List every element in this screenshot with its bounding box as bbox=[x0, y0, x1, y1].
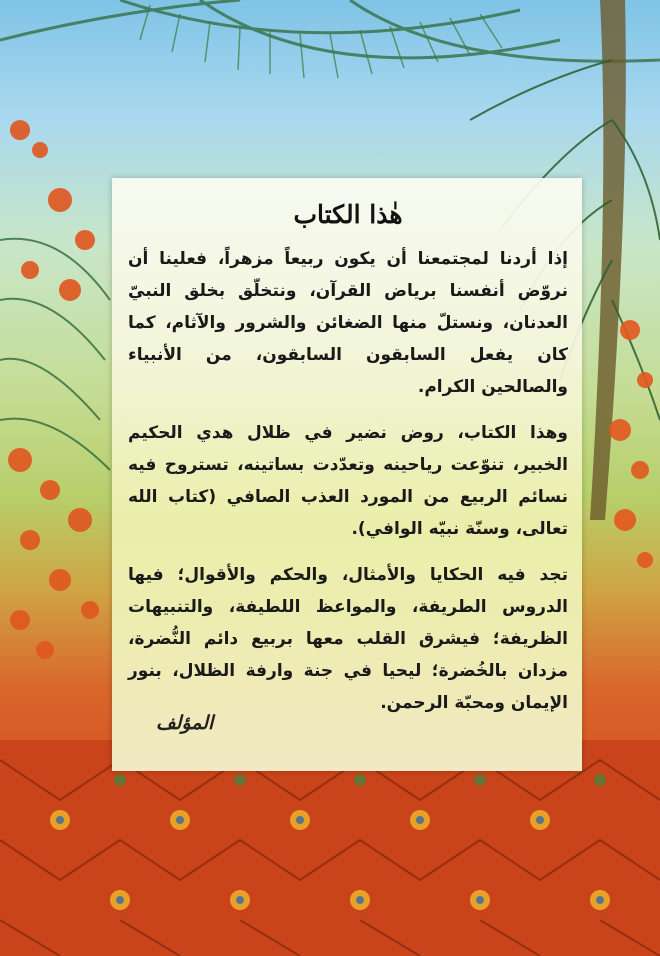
author-signature: المؤلف bbox=[156, 712, 214, 734]
paragraph-2: وهذا الكتاب، روض نضير في ظلال هدي الحكيم الخبير، تنوّعت رياحينه وتعدّدت بساتينه، تستروح فيه نسائم الربيع من المورد العذب الصافي (كتاب الله تعالى، وسنّة نبيّه الوافي). bbox=[128, 423, 568, 539]
orange-flowers-left bbox=[8, 120, 99, 659]
geometric-ornament-band bbox=[0, 740, 660, 956]
page-title: هٰذا الكتاب bbox=[293, 200, 403, 229]
palm-fronds-left bbox=[0, 239, 110, 470]
palm-fronds-top bbox=[0, 0, 660, 61]
paragraph-3: تجد فيه الحكايا والأمثال، والحكم والأقوال؛ فيها الدروس الطريفة، والمواعظ اللطيفة، والتنبيهات الظريفة؛ فيشرق القلب معها بربيع دائم النُّضرة، مزدان بالخُضرة؛ ليحيا في جنة وارفة الظلال، بنور الإيمان ومحبّة الرحمن. bbox=[128, 565, 568, 713]
paragraph-1: إذا أردنا لمجتمعنا أن يكون ربيعاً مزهراً، فعلينا أن نروّض أنفسنا برياض القرآن، ونتخلّق بخلق النبيّ العدنان، ونستلّ منها الضغائن والشرور والآثام، كما كان يفعل السابقون السابقون، من الأنبياء والصالحين الكرام. bbox=[128, 249, 568, 397]
text-panel-content bbox=[128, 194, 568, 754]
